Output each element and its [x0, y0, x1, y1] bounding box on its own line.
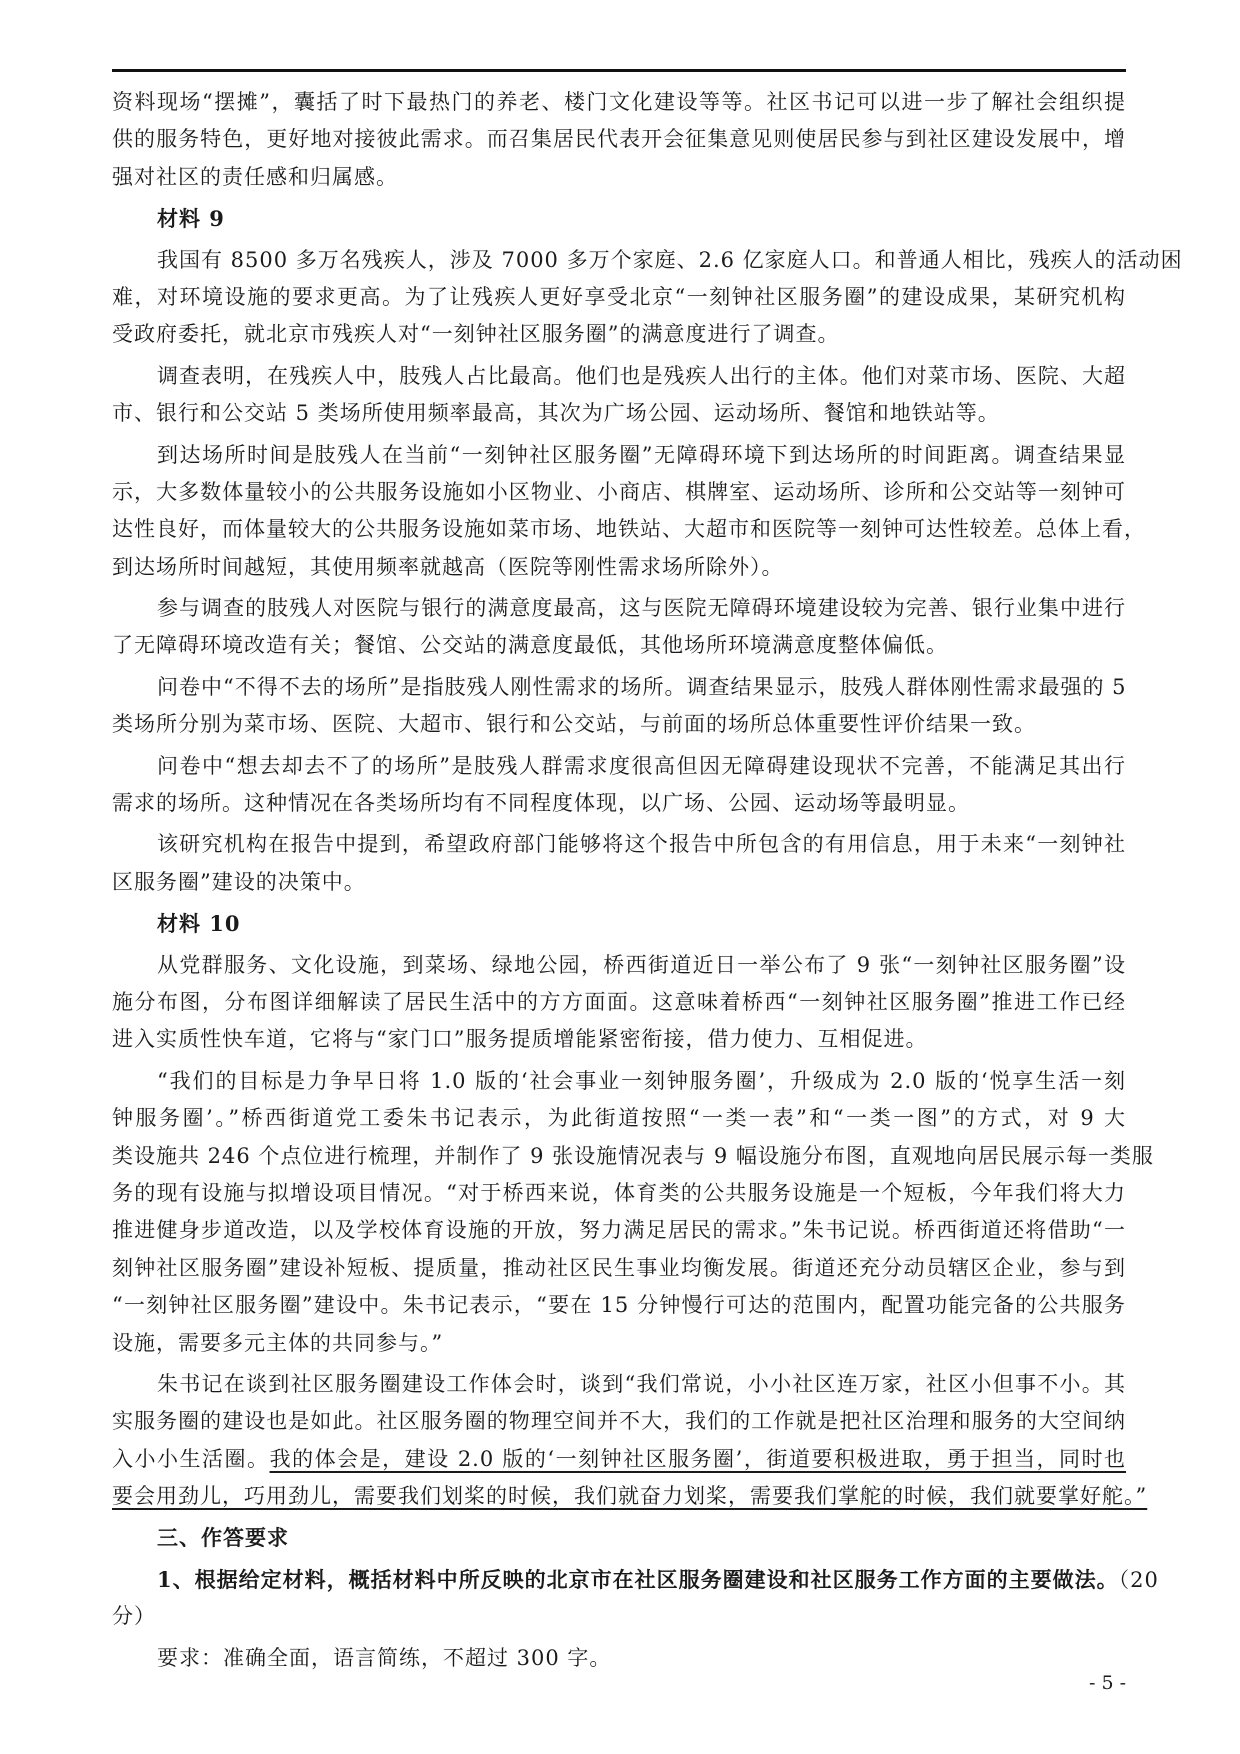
- paragraph-line: 设施，需要多元主体的共同参与。”: [112, 1330, 444, 1355]
- paragraph: [112, 1366, 1148, 1516]
- paragraph-line: 供的服务特色，更好地对接彼此需求。而召集居民代表开会征集意见则使居民参与到社区建设发展中，增: [112, 127, 1126, 152]
- paragraph-line: 进入实质性快车道，它将与“家门口”服务提质增能紧密衔接，借力使力、互相促进。: [112, 1027, 928, 1052]
- paragraph-line: 实服务圈的建设也是如此。社区服务圈的物理空间并不大，我们的工作就是把社区治理和服务的大空间纳: [112, 1409, 1126, 1434]
- paragraph: [112, 826, 1126, 901]
- paragraph-line: 刻钟社区服务圈”建设补短板、提质量，推动社区民生事业均衡发展。街道还充分动员辖区企业，参与到: [112, 1255, 1126, 1280]
- bold-text: 1、根据给定材料，概括材料中所反映的北京市在社区服务圈建设和社区服务工作方面的主要做法。: [157, 1566, 1119, 1592]
- section-heading: [112, 200, 1126, 237]
- paragraph: [112, 947, 1126, 1059]
- paragraph-line: 类设施共 246 个点位进行梳理，并制作了 9 张设施情况表与 9 幅设施分布图，直观地向居民展示每一类服: [112, 1143, 1154, 1168]
- paragraph-line: 问卷中“想去却去不了的场所”是肢残人群需求度很高但因无障碍建设现状不完善，不能满足其出行: [157, 753, 1126, 778]
- paragraph: [112, 1561, 1159, 1636]
- paragraph-line: [112, 1478, 1148, 1515]
- paragraph-line: 要求：准确全面，语言简练，不超过 300 字。: [157, 1645, 612, 1670]
- document-body: [112, 84, 1183, 1681]
- paragraph-line: 需求的场所。这种情况在各类场所均有不同程度体现，以广场、公园、运动场等最明显。: [112, 791, 970, 816]
- paragraph-line: 受政府委托，就北京市残疾人对“一刻钟社区服务圈”的满意度进行了调查。: [112, 322, 840, 347]
- paragraph: [112, 358, 1126, 433]
- paragraph-line: 市、银行和公交站 5 类场所使用频率最高，其次为广场公园、运动场所、餐馆和地铁站等。: [112, 401, 1000, 426]
- header-rule: [112, 69, 1126, 72]
- paragraph-line: 难，对环境设施的要求更高。为了让残疾人更好享受北京“一刻钟社区服务圈”的建设成果，某研究机构: [112, 284, 1126, 309]
- paragraph-line: [112, 1441, 1126, 1478]
- paragraph-line: “我们的目标是力争早日将 1.0 版的‘社会事业一刻钟服务圈’，升级成为 2.0 版的‘悦享生活一刻: [157, 1068, 1126, 1093]
- paragraph: [112, 748, 1126, 823]
- paragraph-line: [112, 1561, 1159, 1598]
- paragraph-line: 示，大多数体量较小的公共服务设施如小区物业、小商店、棋牌室、运动场所、诊所和公交站等一刻钟可: [112, 479, 1126, 504]
- paragraph-line: 调查表明，在残疾人中，肢残人占比最高。他们也是残疾人出行的主体。他们对菜市场、医院、大超: [157, 363, 1126, 388]
- paragraph: [112, 1640, 1126, 1677]
- paragraph-line: 我国有 8500 多万名残疾人，涉及 7000 多万个家庭、2.6 亿家庭人口。和普通人相比，残疾人的活动困: [157, 247, 1183, 272]
- paragraph-line: 资料现场“摆摊”，囊括了时下最热门的养老、楼门文化建设等等。社区书记可以进一步了解社会组织提: [112, 90, 1126, 114]
- paragraph: [112, 84, 1126, 196]
- paragraph: [112, 590, 1126, 665]
- paragraph: [112, 669, 1126, 744]
- section-heading: [112, 1519, 1126, 1556]
- underlined-text: 我的体会是，建设 2.0 版的‘一刻钟社区服务圈’，街道要积极进取，勇于担当，同时也: [269, 1446, 1126, 1471]
- paragraph-line: 推进健身步道改造，以及学校体育设施的开放，努力满足居民的需求。”朱书记说。桥西街道还将借助“一: [112, 1218, 1126, 1243]
- paragraph-line: 分）: [112, 1604, 156, 1629]
- paragraph: [112, 1063, 1154, 1362]
- paragraph-line: 了无障碍环境改造有关；餐馆、公交站的满意度最低，其他场所环境满意度整体偏低。: [112, 633, 948, 658]
- paragraph-line: 朱书记在谈到社区服务圈建设工作体会时，谈到“我们常说，小小社区连万家，社区小但事不小。其: [157, 1371, 1126, 1396]
- paragraph-line: 到达场所时间是肢残人在当前“一刻钟社区服务圈”无障碍环境下到达场所的时间距离。调查结果显: [157, 442, 1126, 467]
- heading-text: 材料 9: [157, 206, 225, 232]
- text-segment: （20: [1118, 1567, 1159, 1592]
- paragraph-line: 务的现有设施与拟增设项目情况。“对于桥西来说，体育类的公共服务设施是一个短板，今年我们将大力: [112, 1180, 1126, 1205]
- paragraph-line: 参与调查的肢残人对医院与银行的满意度最高，这与医院无障碍环境建设较为完善、银行业集中进行: [157, 596, 1126, 621]
- paragraph-line: 该研究机构在报告中提到，希望政府部门能够将这个报告中所包含的有用信息，用于未来“一刻钟社: [157, 832, 1126, 857]
- paragraph-line: 到达场所时间越短，其使用频率就越高（医院等刚性需求场所除外）。: [112, 554, 784, 579]
- page-number: - 5 -: [1088, 1672, 1126, 1694]
- paragraph-line: 达性良好，而体量较大的公共服务设施如菜市场、地铁站、大超市和医院等一刻钟可达性较差。总体上看，: [112, 517, 1146, 542]
- text-segment: 入小小生活圈。: [112, 1446, 270, 1471]
- paragraph-line: 施分布图，分布图详细解读了居民生活中的方方面面。这意味着桥西“一刻钟社区服务圈”推进工作已经: [112, 989, 1126, 1014]
- paragraph-line: “一刻钟社区服务圈”建设中。朱书记表示，“要在 15 分钟慢行可达的范围内，配置功能完备的公共服务: [112, 1293, 1126, 1318]
- paragraph-line: 从党群服务、文化设施，到菜场、绿地公园，桥西街道近日一举公布了 9 张“一刻钟社区服务圈”设: [157, 952, 1126, 977]
- paragraph-line: 强对社区的责任感和归属感。: [112, 164, 398, 189]
- paragraph-line: 钟服务圈’。”桥西街道党工委朱书记表示，为此街道按照“一类一表”和“一类一图”的方式，对 9 大: [112, 1106, 1126, 1131]
- paragraph: [112, 242, 1183, 354]
- section-heading: [112, 905, 1126, 942]
- heading-text: 材料 10: [157, 911, 241, 937]
- paragraph-line: 区服务圈”建设的决策中。: [112, 869, 366, 894]
- paragraph-line: 类场所分别为菜市场、医院、大超市、银行和公交站，与前面的场所总体重要性评价结果一致。: [112, 712, 1036, 737]
- underlined-text: 要会用劲儿，巧用劲儿，需要我们划桨的时候，我们就奋力划桨，需要我们掌舵的时候，我们就要掌好舵。”: [112, 1484, 1148, 1509]
- heading-text: 三、作答要求: [157, 1525, 289, 1551]
- paragraph-line: 问卷中“不得不去的场所”是指肢残人刚性需求的场所。调查结果显示，肢残人群体刚性需求最强的 5: [157, 674, 1127, 699]
- paragraph: [112, 437, 1146, 587]
